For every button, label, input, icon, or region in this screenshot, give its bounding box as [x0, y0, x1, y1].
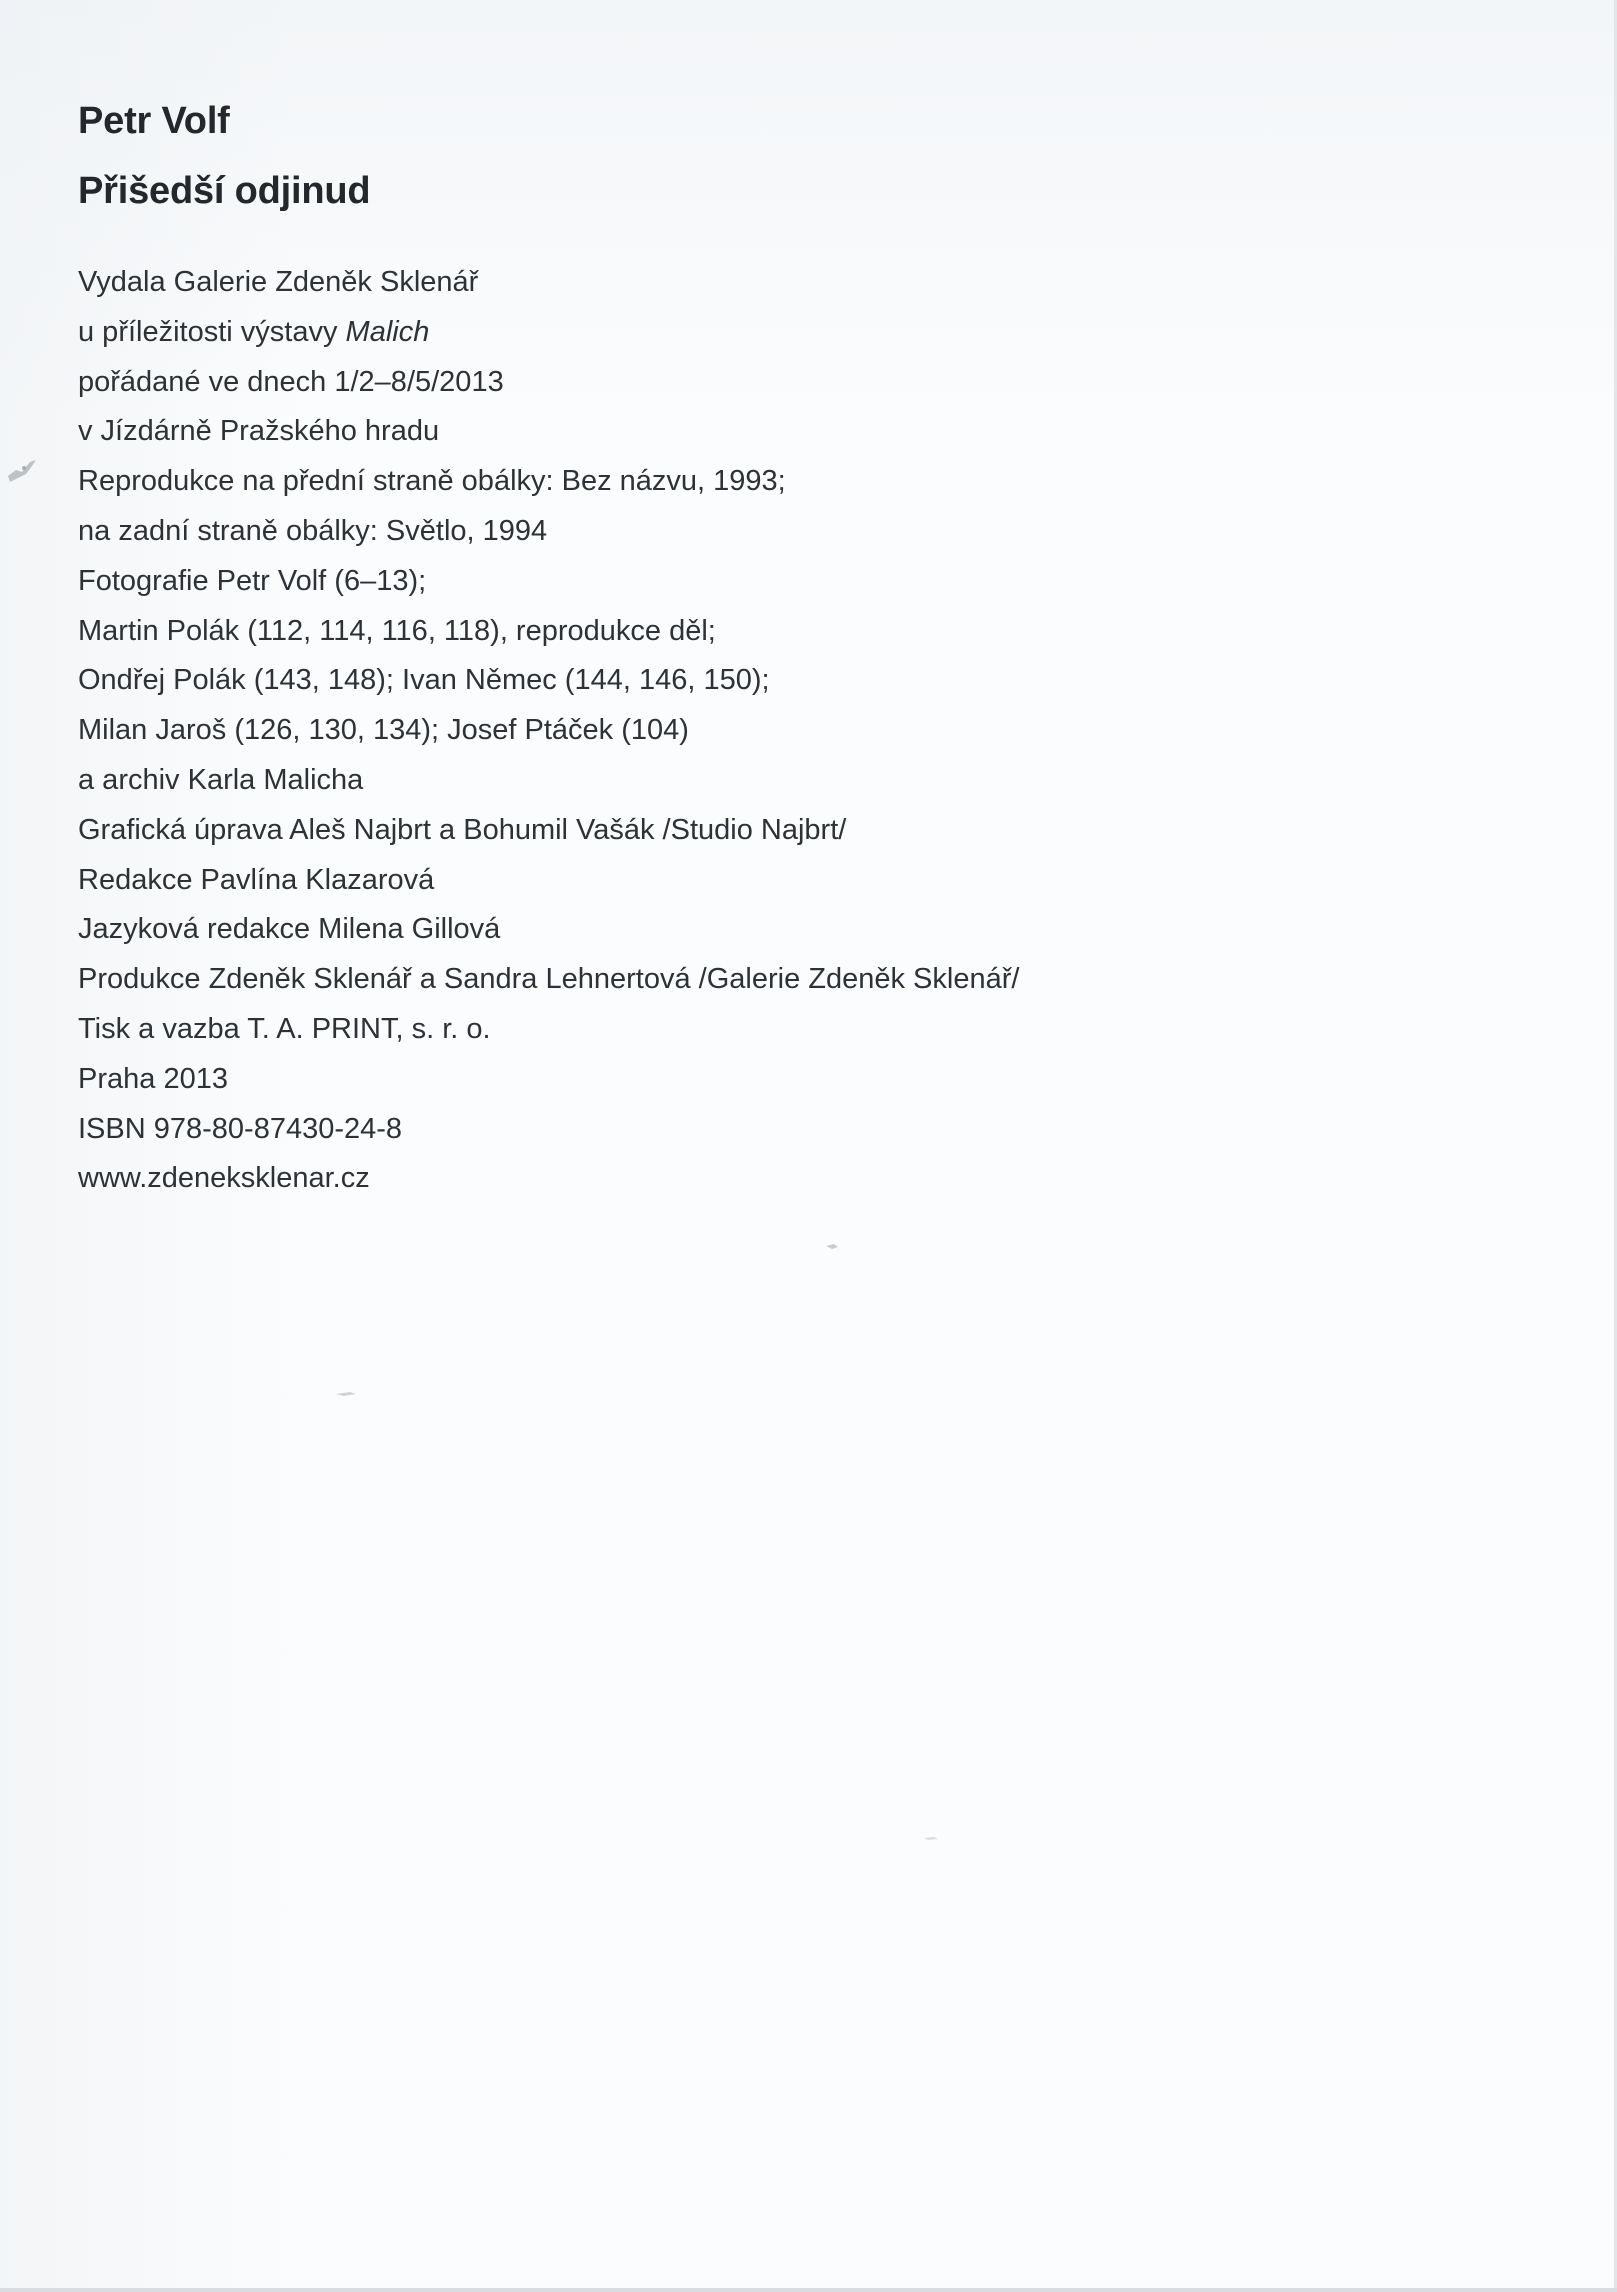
occasion-text: u příležitosti výstavy	[78, 315, 346, 348]
title-block	[78, 86, 370, 226]
colophon-line-archive: a archiv Karla Malicha	[78, 763, 364, 796]
colophon-line-design: Grafická úprava Aleš Najbrt a Bohumil Vašák /Studio Najbrt/	[78, 813, 847, 846]
colophon-line-isbn: ISBN 978-80-87430-24-8	[78, 1112, 403, 1145]
colophon-line-language-editor: Jazyková redakce Milena Gillová	[78, 913, 501, 946]
colophon	[78, 258, 1019, 1204]
book-title: Přišedší odjinud	[78, 170, 371, 212]
colophon-line-website: www.zdeneksklenar.cz	[78, 1162, 370, 1195]
colophon-line-venue: v Jízdárně Pražského hradu	[78, 415, 440, 448]
author-name: Petr Volf	[78, 100, 230, 142]
colophon-line-photo-credit-2: Martin Polák (112, 114, 116, 118), reprodukce děl;	[78, 614, 716, 647]
ink-smudge-mark	[2, 448, 42, 488]
colophon-line-place-year: Praha 2013	[78, 1062, 228, 1095]
colophon-line-photo-credit-3: Ondřej Polák (143, 148); Ivan Němec (144, 146, 150);	[78, 664, 770, 697]
dust-speck-mark	[326, 1374, 366, 1414]
colophon-line-dates: pořádané ve dnech 1/2–8/5/2013	[78, 365, 504, 398]
colophon-line-photo-credit-1: Fotografie Petr Volf (6–13);	[78, 564, 427, 597]
colophon-line-photo-credit-4: Milan Jaroš (126, 130, 134); Josef Ptáček (104)	[78, 714, 689, 747]
colophon-line-printing: Tisk a vazba T. A. PRINT, s. r. o.	[78, 1012, 491, 1045]
colophon-line-production: Produkce Zdeněk Sklenář a Sandra Lehnertová /Galerie Zdeněk Sklenář/	[78, 963, 1020, 996]
exhibition-name: Malich	[345, 315, 430, 348]
colophon-line-back-cover: na zadní straně obálky: Světlo, 1994	[78, 514, 548, 547]
colophon-line-occasion	[78, 308, 1019, 358]
dust-speck-mark	[812, 1226, 852, 1266]
colophon-line-publisher: Vydala Galerie Zdeněk Sklenář	[78, 266, 479, 298]
colophon-line-front-cover: Reprodukce na přední straně obálky: Bez názvu, 1993;	[78, 465, 786, 498]
dust-speck-mark	[910, 1818, 950, 1858]
page-edge-bottom	[0, 2288, 1617, 2292]
colophon-line-editor: Redakce Pavlína Klazarová	[78, 863, 435, 896]
